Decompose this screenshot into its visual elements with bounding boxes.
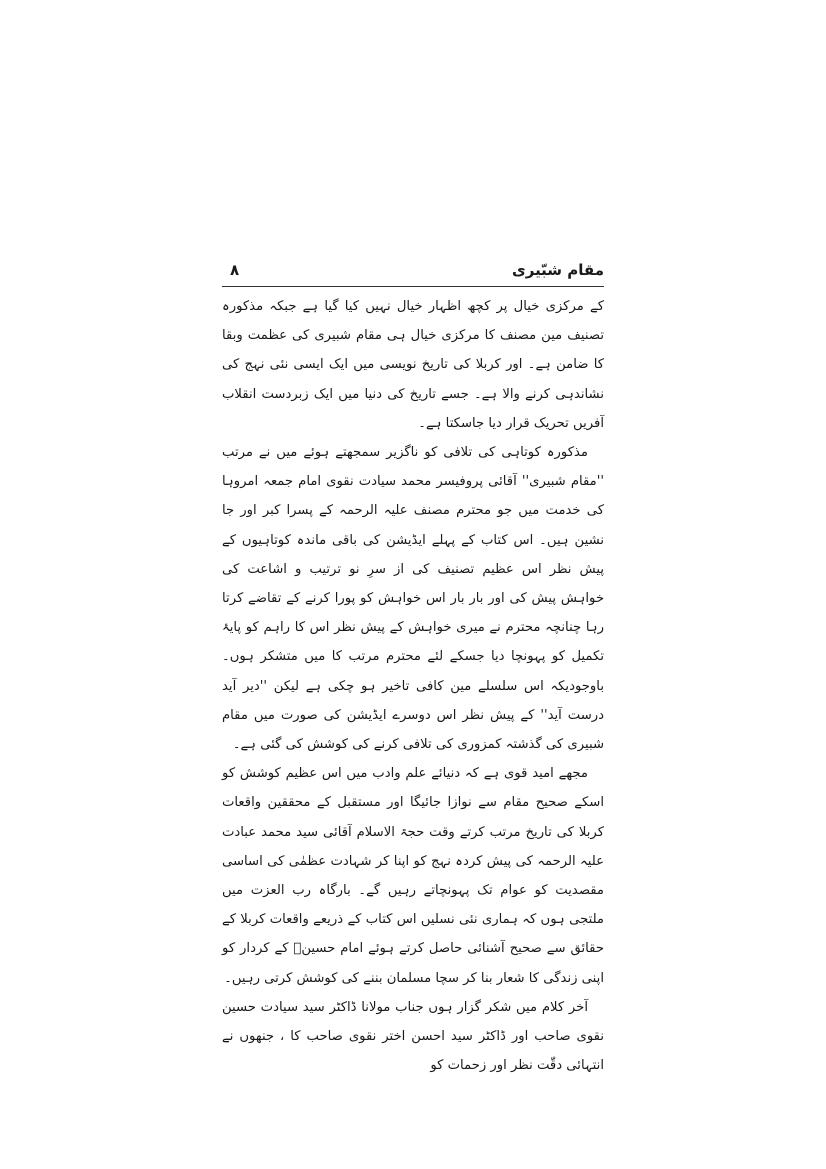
running-title: مقام شبّیری bbox=[511, 261, 604, 279]
paragraph-3: مجھے امید قوی ہے کہ دنیائے علم وادب میں اس عظیم کوشش کو اسکے صحیح مقام سے نوازا جائیگا اور مستقبل کے محققین واقعات کربلا کی تاریخ مرتب کرتے وقت حجۃ الاسلام آقائی سید محمد عبادت علیہ الرحمہ کی پیش کردہ نہج کو اپنا کر شہادت عظمٰی کی اساسی مقصدیت کو عوام تک پہونچاتے رہیں گے۔ بارگاہ رب العزت میں ملتجی ہوں کہ ہماری نئی نسلیں اس کتاب کے ذریعے واقعات کربلا کے حقائق سے صحیح آشنائی حاصل کرتے ہوئے امام حسینؑ کے کردار کو اپنی زندگی کا شعار بنا کر سچا مسلمان بننے کی کوشش کرتی رہیں۔ bbox=[222, 766, 604, 986]
paragraph-1: کے مرکزی خیال پر کچھ اظہار خیال نہیں کیا گیا ہے جبکہ مذکورہ تصنیف مین مصنف کا مرکزی خیال ہی مقام شبیری کی عظمت وبقا کا ضامن ہے۔ اور کربلا کی تاریخ نویسی میں ایک ایسی نئی نہج کی نشاندہی کرنے والا ہے۔ جسے تاریخ کی دنیا میں ایک زبردست انقلاب آفریں تحریک قرار دیا جاسکتا ہے۔ bbox=[222, 299, 604, 431]
page-header bbox=[222, 258, 604, 284]
paragraph-4: آخر کلام میں شکر گزار ہوں جناب مولانا ڈاکٹر سید سیادت حسین نقوی صاحب اور ڈاکٹر سید احسن اختر نقوی صاحب کا ، جنھوں نے انتہائی دقّت نظر اور زحمات کو bbox=[222, 999, 604, 1074]
page-number: ٨ bbox=[230, 261, 240, 279]
body-text bbox=[222, 292, 604, 1080]
header-rule bbox=[222, 286, 604, 287]
paragraph-2: مذکورہ کوتاہی کی تلافی کو ناگزیر سمجھتے ہوئے میں نے مرتب ''مقام شبیری'' آقائی پروفیسر محمد سیادت نقوی امام جمعہ امروہا کی خدمت میں جو محترم مصنف علیہ الرحمہ کے پسرا کبر اور جا نشین ہیں۔ اس کتاب کے پہلے ایڈیشن کی باقی ماندہ کوتاہیوں کے پیش نظر اس عظیم تصنیف کی از سرِ نو ترتیب و اشاعت کی خواہش پیش کی اور بار بار اس خواہش کو پورا کرنے کے تقاضے کرتا رہا چنانچہ محترم نے میری خواہش کے پیش نظر اس کا راہم کو پایۂ تکمیل کو پہونچا دیا جسکے لئے محترم مرتب کا میں متشکر ہوں۔ باوجودیکہ اس سلسلے مین کافی تاخیر ہو چکی ہے لیکن ''دیر آید درست آید'' کے پیش نظر اس دوسرے ایڈیشن کی صورت میں مقام شبیری کی گذشتہ کمزوری کی تلافی کرنے کی کوشش کی گئی ہے۔ bbox=[222, 445, 604, 753]
